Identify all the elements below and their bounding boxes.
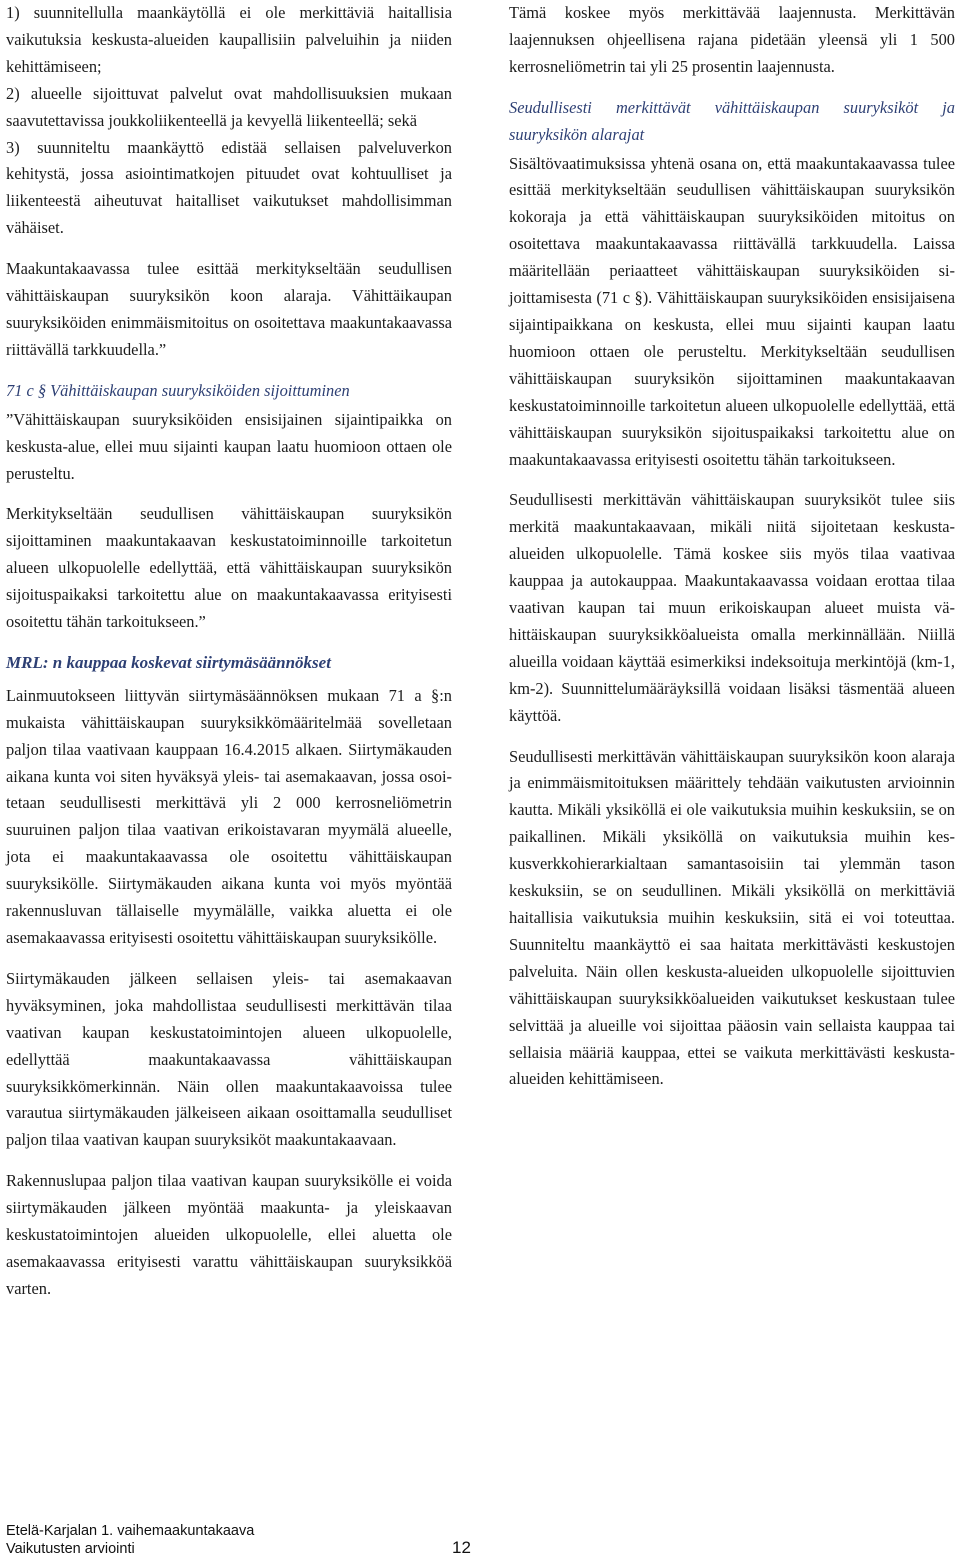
paragraph-71c-seudullinen: Merkitykseltään seudullisen vähittäiskaupan suuryksikön sijoittaminen maakuntakaavan keskustatoiminnoille tarkoitetun alueen ulkopuolelle edellyttää, että vähittäiskaupan suuryksikön sijoituspaikaksi tarkoitettu alue on maakuntakaavassa erityisesti osoitettu tähän tarkoitukseen.”	[6, 504, 452, 632]
paragraph-sisaltovaatimukset: Sisältövaatimuksissa yhtenä osana on, että maakuntakaavassa tulee esittää merkitykseltään seudullisen vähittäiskaupan suuryksikön kokoraja ja että vähittäiskaupan suuryksiköiden mitoitus on osoitettava maakuntakaavassa riittävällä tarkkuudella. Laissa määritellään periaatteet vähittäiskaupan suuryksiköiden sijoittamisesta (71 c §). Vähittäiskaupan suuryksiköiden ensisijaisena sijaintipaikkana on keskusta, ellei muu sijainti kaupan laatu huomioon ottaen ole perusteltu. Merkitykseltään seudullisen vähittäiskaupan suuryksikön sijoittaminen maakuntakaavan keskustatoiminnoille tarkoitetun alueen ulkopuolelle edellyttää, että vähittäiskaupan suuryksikön sijoituspaikaksi tarkoitettu alue on maakuntakaavassa erityisesti osoitettu tähän tarkoitukseen.	[509, 153, 955, 469]
paragraph-siirtymasaannos: Lainmuutokseen liittyvän siirtymäsäännöksen mukaan 71 a §:n mukaista vähittäiskaupan suuryksikkömääritelmää sovelletaan paljon tilaa vaativaan kauppaan 16.4.2015 alkaen. Siirtymäkauden aikana kunta voi siten hyväksyä yleis- tai asemakaavan, jossa osoitetaan seudullisesti merkittävä yli 2 000 kerrosneliömetrin suuruinen paljon tilaa vaativan erikoistavaran myymälä alueelle, jota ei maakuntakaavassa ole osoitettu vähittäiskaupan suuryksikölle. Siirtymäkauden aikana kunta voi myös myöntää rakennusluvan tällaiselle myymälälle, vaikka aluetta ei ole asemakaavassa erityisesti osoitettu vähittäiskaupan suuryksikölle.	[6, 685, 452, 947]
paragraph-71c-sijainti: ”Vähittäiskaupan suuryksiköiden ensisijainen sijaintipaikka on keskusta-alue, ellei muu sijainti kaupan laatu huomioon ottaen ole perusteltu.	[6, 409, 452, 483]
footer-document-title: Etelä-Karjalan 1. vaihemaakuntakaava	[6, 1523, 255, 1539]
paragraph-merkinta-maakuntakaavaan: Seudullisesti merkittävän vähittäiskaupan suuryksiköt tulee siis merkitä maakuntakaavaan, mikäli niitä sijoitetaan keskusta-alueiden ulkopuolelle. Tämä koskee siis myös tilaa vaativaa kauppaa ja autokauppaa. Maakuntakaavassa voidaan erottaa tilaa vaativan kaupan tai muun erikoiskaupan alueet muista vähittäiskaupan suuryksikköalueista omalla merkinnällään. Niillä alueilla voidaan käyttää esimerkiksi indeksoituja merkintöjä (km-1, km-2). Suunnittelumääräyksillä voidaan lisäksi täsmentää alueen käyttöä.	[509, 490, 955, 725]
paragraph-siirtymakauden-jalkeen: Siirtymäkauden jälkeen sellaisen yleis- tai asemakaavan hyväksyminen, joka mahdollistaa seudullisesti merkittävän tilaa vaativan kaupan keskustatoimintojen alueen ulkopuolelle, edellyttää maakuntakaavassa vähittäiskaupan suuryksikkömerkinnän. Näin ollen maakuntakaavoissa tulee varautua siirtymäkauden jälkeiseen aikaan osoittamalla seudulliset paljon tilaa vaativan kaupan suuryksiköt maakuntakaavaan.	[6, 968, 452, 1150]
page-number: 12	[452, 1538, 471, 1557]
paragraph-laajennus: Tämä koskee myös merkittävää laajennusta. Merkittävän laajennuksen ohjeellisena rajana pidetään yleensä yli 1 500 kerrosneliömetrin tai yli 25 prosentin laajennusta.	[509, 3, 955, 76]
list-item-3: 3) suunniteltu maankäyttö edistää sellaisen palveluverkon kehitystä, jossa asiointimatkojen pituudet ovat kohtuulliset ja liikenteestä aiheutuvat haitalliset vaikutukset mahdollisimman vähäiset.	[6, 137, 452, 238]
heading-mrl-siirtymasaannokset: MRL: n kauppaa koskevat siirtymäsäännökset	[6, 652, 331, 672]
footer-section-title: Vaikutusten arviointi	[6, 1541, 135, 1557]
list-item-1: 1) suunnitellulla maankäytöllä ei ole merkittäviä haitallisia vaikutuksia keskusta-alueiden kaupallisiin palveluihin ja niiden kehittämiseen;	[6, 3, 452, 76]
paragraph-rakennuslupa: Rakennuslupaa paljon tilaa vaativan kaupan suuryksikölle ei voida siirtymäkauden jälkeen myöntää maakunta- ja yleiskaavan keskustatoimintojen alueiden ulkopuolelle, ellei aluetta ole asemakaavassa erityisesti varattu vähittäiskaupan suuryksikköä varten.	[6, 1171, 452, 1298]
paragraph-maakunta-alaraja: Maakuntakaavassa tulee esittää merkitykseltään seudullisen vähittäiskaupan suuryksikön koon alaraja. Vähittäikaupan suuryksiköiden enimmäismitoitus on osoitettava maakuntakaavassa riittävällä tarkkuudella.”	[6, 259, 452, 359]
right-column	[509, 0, 955, 1107]
heading-71c: 71 c § Vähittäiskaupan suuryksiköiden sijoittuminen	[6, 380, 350, 400]
list-item-2: 2) alueelle sijoittuvat palvelut ovat mahdollisuuksien mukaan saavutettavissa joukkoliikenteellä ja kevyellä liikenteellä; sekä	[6, 83, 452, 130]
page-footer	[6, 1522, 254, 1558]
left-column	[6, 0, 452, 1317]
heading-seudulliset-suuryksikot: Seudullisesti merkittävät vähittäiskaupan suuryksiköt ja suuryksikön alarajat	[509, 97, 955, 144]
paragraph-koon-alaraja: Seudullisesti merkittävän vähittäiskaupan suuryksikön koon alaraja ja enimmäismitoituksen määrittely tehdään vaikutusten arvioinnin kautta. Mikäli yksiköllä ei ole vaikutuksia muihin keskuksiin, se on paikallinen. Mikäli yksiköllä on vaikutuksia muihin keskusverkkohierarkialtaan samantasoisiin tai ylemmän tason keskuksiin, se on seudullinen. Mikäli yksiköllä on merkittäviä haitallisia vaikutuksia muihin keskuksiin, sitä ei voi toteuttaa. Suunniteltu maankäyttö ei saa haitata merkittävästi keskustojen palveluita. Näin ollen keskusta-alueiden ulkopuolelle sijoittuvien vähittäiskaupan suuryksikköalueiden vaikutukset keskustaan tulee selvittää ja alueille voi sijoittaa pääosin vain sellaista kauppaa tai sellaisia määriä kauppaa, ettei se vaikuta merkittävästi keskusta-alueiden kehittämiseen.	[509, 746, 955, 1089]
